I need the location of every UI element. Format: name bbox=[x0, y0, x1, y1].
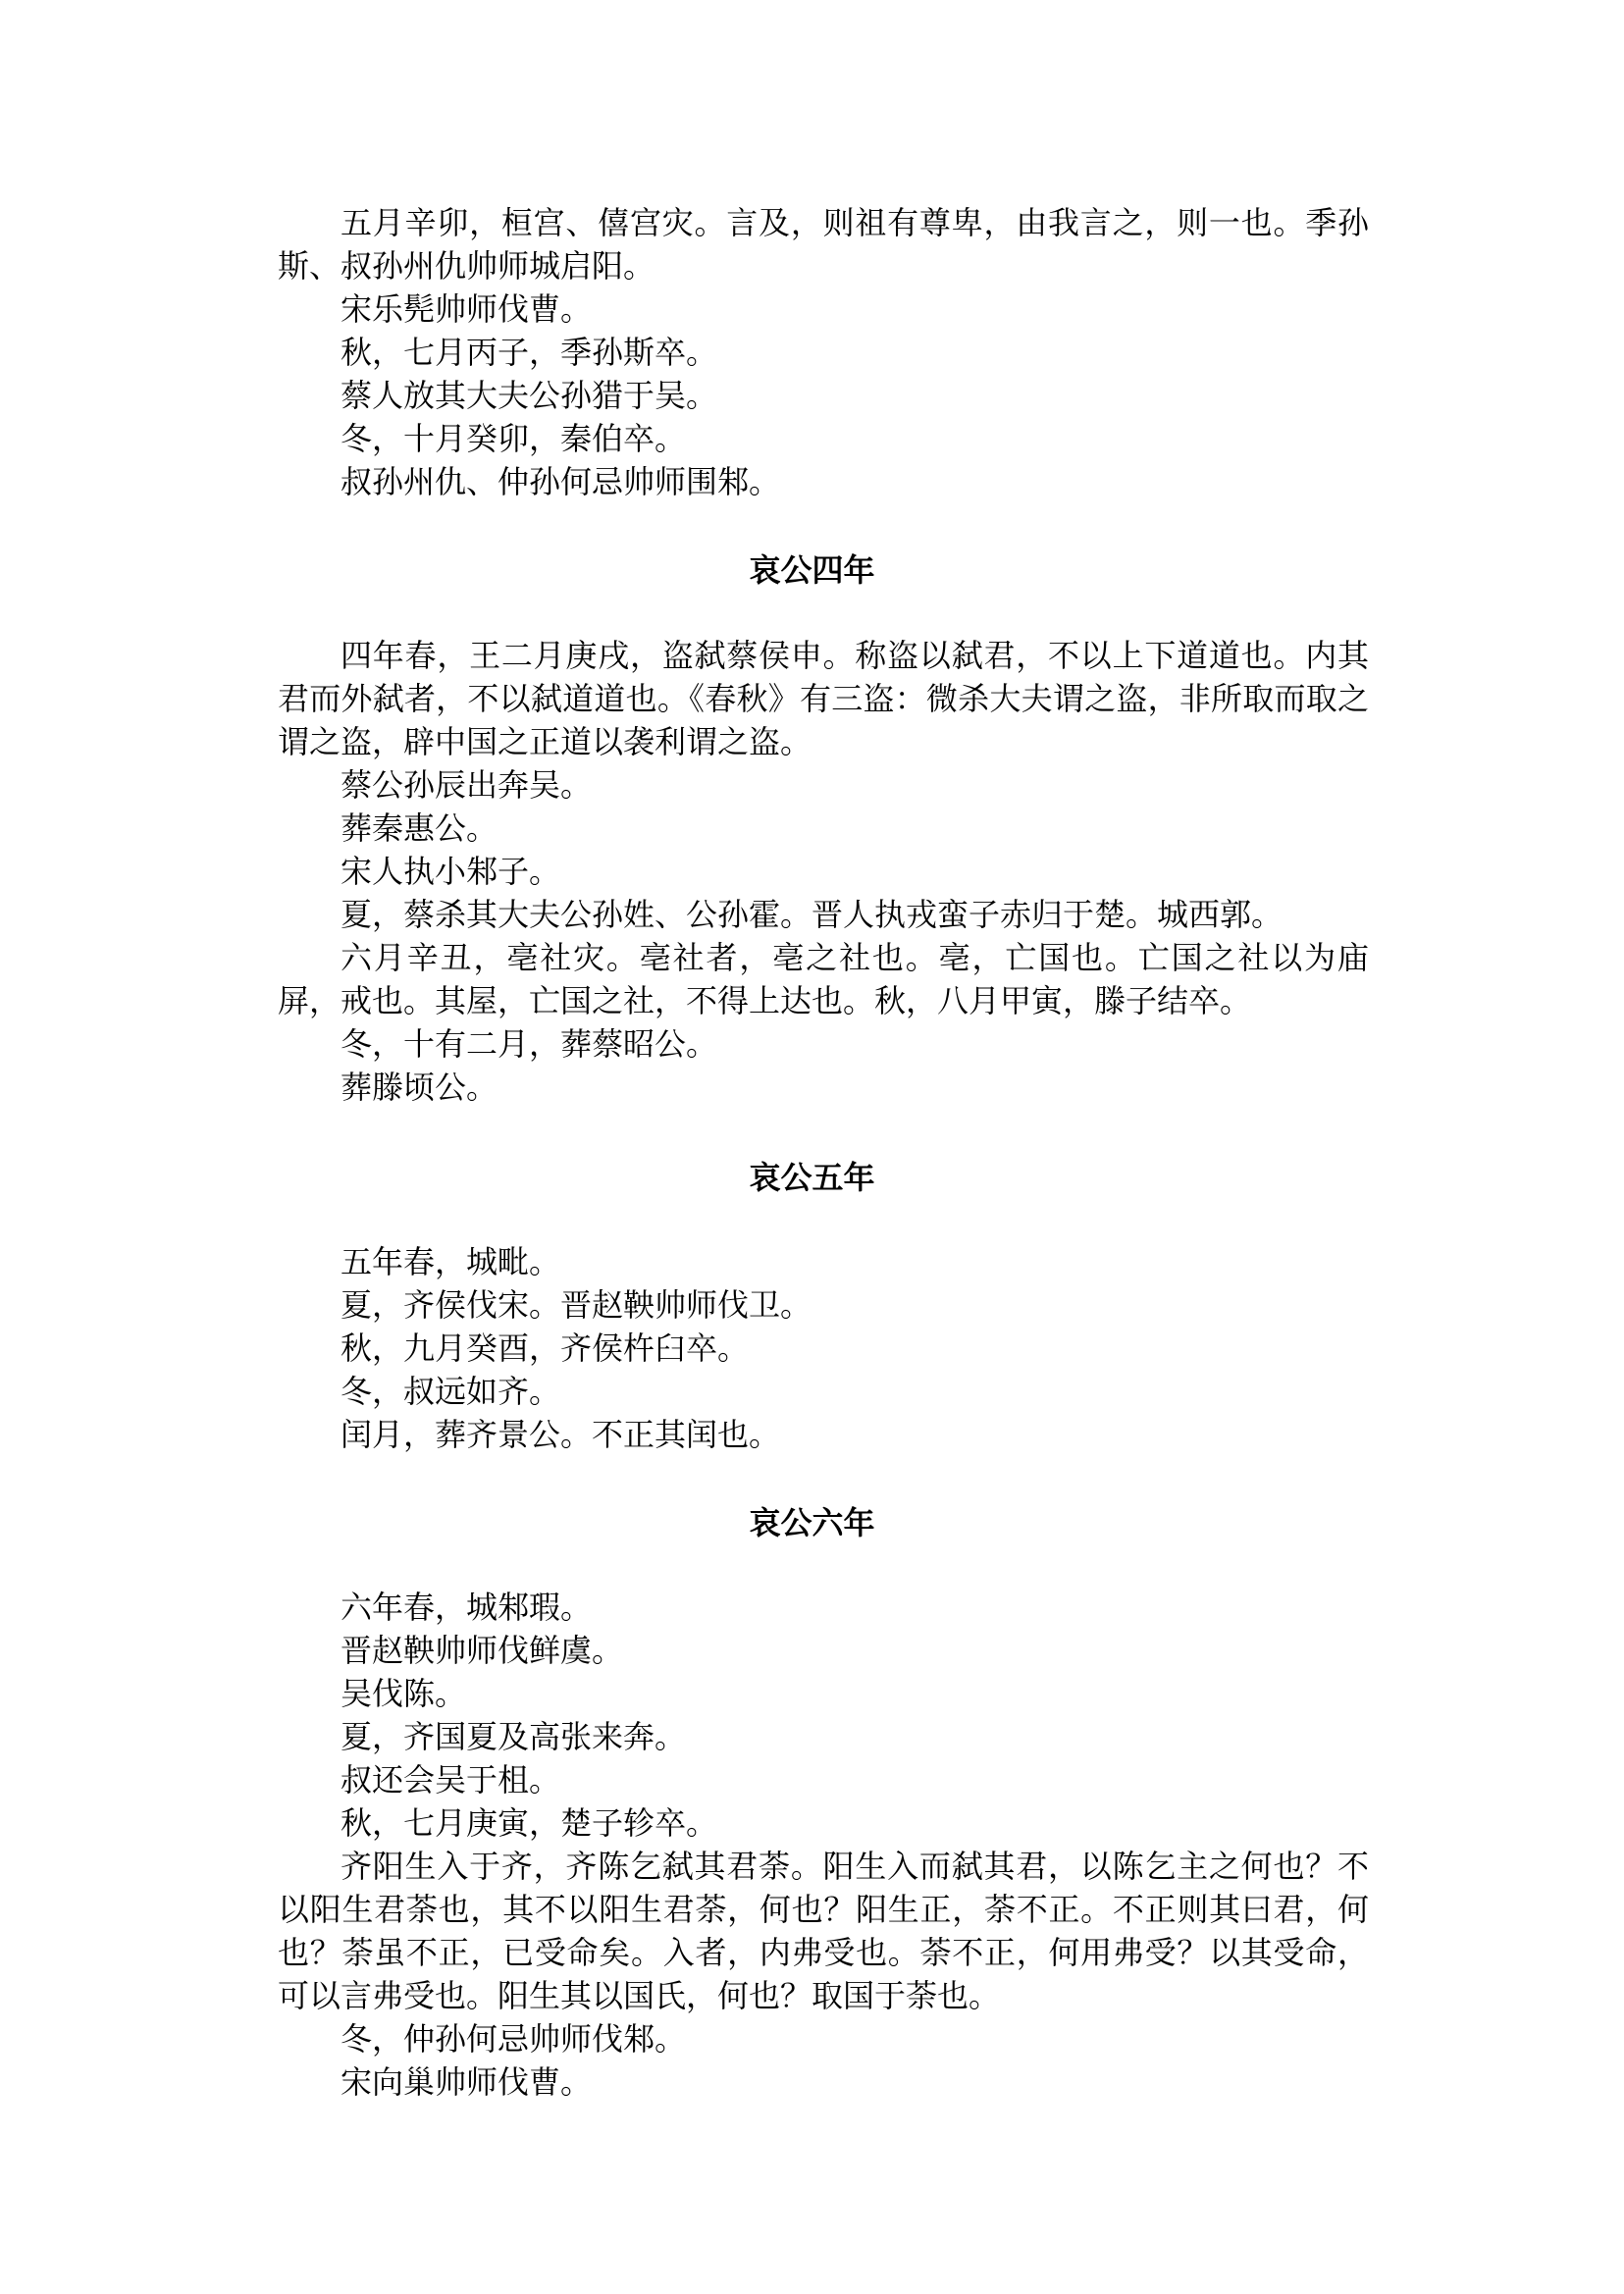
paragraph: 叔还会吴于柤。 bbox=[341, 1761, 561, 1799]
paragraph: 夏，齐国夏及高张来奔。 bbox=[341, 1718, 687, 1755]
section-body bbox=[278, 634, 1369, 1109]
section-body bbox=[278, 1240, 1369, 1456]
paragraph: 晋赵鞅帅师伐鲜虞。 bbox=[341, 1632, 624, 1669]
paragraph: 五年春，城毗。 bbox=[341, 1243, 561, 1280]
paragraph: 夏，齐侯伐宋。晋赵鞅帅师伐卫。 bbox=[341, 1286, 812, 1324]
paragraph: 六月辛丑，亳社灾。亳社者，亳之社也。亳，亡国也。亡国之社以为庙屏，戒也。其屋，亡国之社，不得上达也。秋，八月甲寅，滕子结卒。 bbox=[278, 939, 1369, 1019]
paragraph: 五月辛卯，桓宫、僖宫灾。言及，则祖有尊卑，由我言之，则一也。季孙斯、叔孙州仇帅师城启阳。 bbox=[278, 204, 1369, 285]
paragraph: 冬，仲孙何忌帅师伐邾。 bbox=[341, 2020, 687, 2058]
paragraph: 秋，七月庚寅，楚子轸卒。 bbox=[341, 1804, 718, 1842]
paragraph: 蔡公孙辰出奔吴。 bbox=[341, 766, 593, 804]
paragraph: 冬，十有二月，葬蔡昭公。 bbox=[341, 1025, 718, 1063]
paragraph: 宋人执小邾子。 bbox=[341, 853, 561, 890]
paragraph: 蔡人放其大夫公孙猎于吴。 bbox=[341, 377, 718, 414]
paragraph: 吴伐陈。 bbox=[341, 1675, 467, 1712]
paragraph: 秋，九月癸酉，齐侯杵臼卒。 bbox=[341, 1329, 750, 1367]
paragraph: 葬滕顷公。 bbox=[341, 1069, 498, 1106]
paragraph: 秋，七月丙子，季孙斯卒。 bbox=[341, 334, 718, 371]
paragraph: 齐阳生入于齐，齐陈乞弑其君荼。阳生入而弑其君，以陈乞主之何也？不以阳生君荼也，其不以阳生君荼，何也？阳生正，荼不正。不正则其曰君，何也？荼虽不正，已受命矣。入者，内弗受也。荼不正，何用弗受？以其受命，可以言弗受也。阳生其以国氏，何也？取国于荼也。 bbox=[278, 1848, 1369, 2014]
paragraph: 叔孙州仇、仲孙何忌帅师围邾。 bbox=[341, 463, 781, 500]
section-heading: 哀公五年 bbox=[749, 1159, 875, 1196]
paragraph: 宋乐髡帅师伐曹。 bbox=[341, 290, 593, 328]
section-body bbox=[278, 201, 1369, 503]
section-heading: 哀公六年 bbox=[749, 1504, 875, 1541]
paragraph: 夏，蔡杀其大夫公孙姓、公孙霍。晋人执戎蛮子赤归于楚。城西郭。 bbox=[341, 896, 1283, 933]
paragraph: 闰月，葬齐景公。不正其闰也。 bbox=[341, 1416, 781, 1453]
section-body bbox=[278, 1586, 1369, 2104]
paragraph: 冬，十月癸卯，秦伯卒。 bbox=[341, 420, 687, 457]
paragraph: 宋向巢帅师伐曹。 bbox=[341, 2063, 593, 2101]
paragraph: 四年春，王二月庚戌，盗弑蔡侯申。称盗以弑君，不以上下道道也。内其君而外弑者，不以弑道道也。《春秋》有三盗：微杀大夫谓之盗，非所取而取之谓之盗，辟中国之正道以袭利谓之盗。 bbox=[278, 637, 1369, 760]
paragraph: 葬秦惠公。 bbox=[341, 809, 498, 847]
section-heading: 哀公四年 bbox=[749, 551, 875, 589]
paragraph: 六年春，城邾瑕。 bbox=[341, 1589, 593, 1626]
paragraph: 冬，叔远如齐。 bbox=[341, 1373, 561, 1410]
